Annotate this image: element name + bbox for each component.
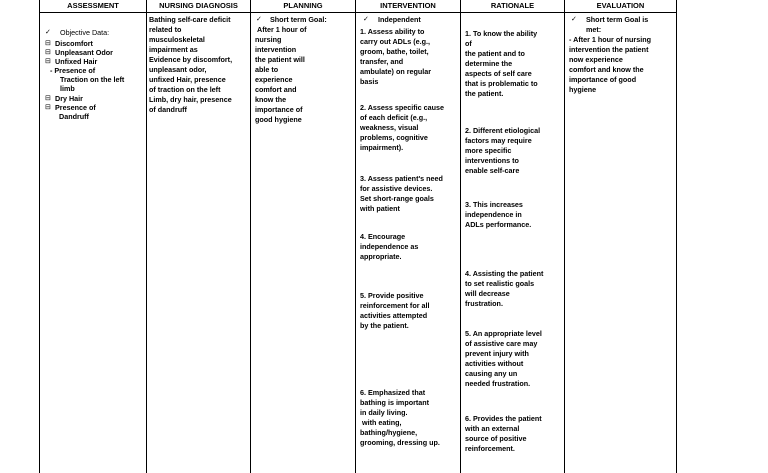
rationale-line: of (465, 39, 472, 48)
evaluation-line: intervention the patient (569, 45, 649, 54)
check-icon: ✓ (363, 16, 369, 23)
assessment-item: Dandruff (59, 112, 89, 121)
intervention-line: of each deficit (e.g., (360, 113, 428, 122)
rationale-line: causing any un (465, 369, 518, 378)
intervention-line: transfer, and (360, 57, 404, 66)
intervention-line: carry out ADLs (e.g., (360, 37, 431, 46)
diagnosis-line: of dandruff (149, 105, 187, 114)
assessment-subitem: Traction on the left (60, 75, 125, 84)
evaluation-header: EVALUATION (565, 0, 676, 13)
intervention-line: with patient (360, 204, 400, 213)
planning-line: able to (255, 65, 279, 74)
intervention-line: ambulate) on regular (360, 67, 432, 76)
intervention-line: 2. Assess specific cause (360, 103, 445, 112)
intervention-line: groom, bathe, toilet, (360, 47, 429, 56)
intervention-line: 6. Emphasized that (360, 388, 426, 397)
rationale-line: frustration. (465, 299, 503, 308)
rationale-line: 1. To know the ability (465, 29, 538, 38)
bullet-icon: ⊟ (45, 40, 51, 47)
planning-line: comfort and (255, 85, 297, 94)
assessment-cell (40, 13, 146, 473)
rationale-line: 2. Different etiological (465, 126, 541, 135)
intervention-line: reinforcement for all (360, 301, 430, 310)
assessment-subitem: - Presence of (50, 66, 96, 75)
check-icon: ✓ (45, 29, 51, 36)
bullet-icon: ⊟ (45, 58, 51, 65)
planning-cell (251, 13, 355, 473)
diagnosis-line: unfixed Hair, presence (149, 75, 226, 84)
rationale-line: the patient and to (465, 49, 525, 58)
evaluation-line: - After 1 hour of nursing (569, 35, 651, 44)
rationale-line: interventions to (465, 156, 519, 165)
evaluation-cell (565, 13, 676, 473)
intervention-line: by the patient. (360, 321, 409, 330)
assessment-item: Unfixed Hair (55, 57, 98, 66)
intervention-cell (356, 13, 460, 473)
intervention-line: bathing is important (360, 398, 430, 407)
rationale-line: of assistive care may (465, 339, 538, 348)
intervention-column (355, 0, 460, 473)
diagnosis-line: Bathing self-care deficit (149, 15, 231, 24)
intervention-line: activities attempted (360, 311, 428, 320)
planning-line: experience (255, 75, 293, 84)
diagnosis-line: Evidence by discomfort, (149, 55, 233, 64)
intervention-line: weakness, visual (360, 123, 419, 132)
evaluation-line: now experience (569, 55, 623, 64)
rationale-line: reinforcement. (465, 444, 515, 453)
rationale-line: the patient. (465, 89, 504, 98)
rationale-line: activities without (465, 359, 524, 368)
intervention-line: Set short-range goals (360, 194, 434, 203)
diagnosis-column (146, 0, 250, 473)
diagnosis-line: related to (149, 25, 182, 34)
diagnosis-header: NURSING DIAGNOSIS (147, 0, 250, 13)
rationale-line: 3. This increases (465, 200, 523, 209)
rationale-line: needed frustration. (465, 379, 531, 388)
assessment-item: Discomfort (55, 39, 93, 48)
intervention-line: grooming, dressing up. (360, 438, 440, 447)
rationale-line: independence in (465, 210, 522, 219)
rationale-line: to set realistic goals (465, 279, 535, 288)
intervention-line: 1. Assess ability to (360, 27, 425, 36)
planning-line: nursing (255, 35, 282, 44)
planning-line: the patient will (255, 55, 305, 64)
rationale-line: ADLs performance. (465, 220, 532, 229)
intervention-header: INTERVENTION (356, 0, 460, 13)
planning-line: good hygiene (255, 115, 302, 124)
intervention-line: 5. Provide positive (360, 291, 424, 300)
assessment-column (39, 0, 146, 473)
diagnosis-line: unpleasant odor, (149, 65, 207, 74)
rationale-line: determine the (465, 59, 513, 68)
planning-line: importance of (255, 105, 303, 114)
rationale-line: source of positive (465, 434, 527, 443)
rationale-line: enable self-care (465, 166, 520, 175)
rationale-line: aspects of self care (465, 69, 532, 78)
bullet-icon: ⊟ (45, 95, 51, 102)
planning-column (250, 0, 355, 473)
diagnosis-line: musculoskeletal (149, 35, 205, 44)
evaluation-line: hygiene (569, 85, 597, 94)
planning-header: PLANNING (251, 0, 355, 13)
evaluation-line: comfort and know the (569, 65, 644, 74)
intervention-line: for assistive devices. (360, 184, 433, 193)
rationale-line: 5. An appropriate level (465, 329, 542, 338)
objective-data-heading: Objective Data: (60, 28, 110, 37)
intervention-line: basis (360, 77, 379, 86)
intervention-line: appropriate. (360, 252, 402, 261)
check-icon: ✓ (571, 16, 577, 23)
rationale-header: RATIONALE (461, 0, 564, 13)
evaluation-column (564, 0, 677, 473)
rationale-line: 6. Provides the patient (465, 414, 542, 423)
evaluation-goal-label: Short term Goal is (586, 15, 649, 24)
rationale-line: 4. Assisting the patient (465, 269, 544, 278)
intervention-line: problems, cognitive (360, 133, 428, 142)
intervention-line: bathing/hygiene, (360, 428, 418, 437)
intervention-line: 4. Encourage (360, 232, 406, 241)
nursing-care-plan-table (39, 0, 757, 473)
assessment-item: Dry Hair (55, 94, 83, 103)
rationale-line: more specific (465, 146, 512, 155)
planning-line: intervention (255, 45, 297, 54)
rationale-column (460, 0, 564, 473)
planning-line: After 1 hour of (257, 25, 307, 34)
intervention-heading: Independent (378, 15, 421, 24)
intervention-line: independence as (360, 242, 419, 251)
intervention-line: with eating, (360, 418, 402, 427)
diagnosis-line: Limb, dry hair, presence (149, 95, 232, 104)
diagnosis-cell (147, 13, 250, 473)
rationale-line: with an external (465, 424, 520, 433)
assessment-header: ASSESSMENT (40, 0, 146, 13)
planning-line: know the (255, 95, 287, 104)
rationale-line: prevent injury with (465, 349, 529, 358)
rationale-line: factors may require (465, 136, 532, 145)
rationale-line: that is problematic to (465, 79, 538, 88)
bullet-icon: ⊟ (45, 49, 51, 56)
intervention-line: impairment). (360, 143, 404, 152)
assessment-subitem: limb (60, 84, 75, 93)
evaluation-goal-label: met: (586, 25, 602, 34)
assessment-item: Unpleasant Odor (55, 48, 113, 57)
intervention-line: in daily living. (360, 408, 408, 417)
check-icon: ✓ (256, 16, 262, 23)
diagnosis-line: of traction on the left (149, 85, 221, 94)
rationale-line: will decrease (465, 289, 510, 298)
rationale-cell (461, 13, 564, 473)
intervention-line: 3. Assess patient's need (360, 174, 443, 183)
planning-goal-label: Short term Goal: (270, 15, 327, 24)
evaluation-line: importance of good (569, 75, 637, 84)
assessment-item: Presence of (55, 103, 96, 112)
bullet-icon: ⊟ (45, 104, 51, 111)
diagnosis-line: impairment as (149, 45, 198, 54)
